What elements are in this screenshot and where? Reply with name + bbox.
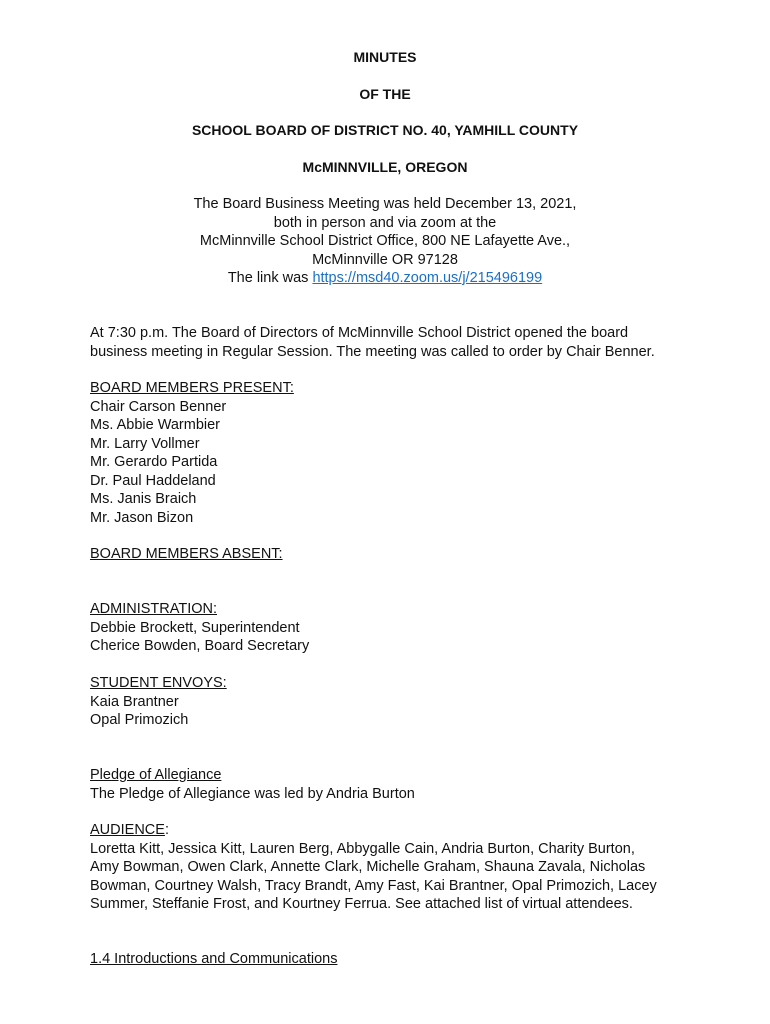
meeting-info-line: McMinnville School District Office, 800 NE Lafayette Ave., (199, 233, 571, 249)
member-name: Ms. Abbie Warmbier (90, 417, 220, 433)
members-absent-heading: BOARD MEMBERS ABSENT: (90, 546, 283, 562)
pledge-text: The Pledge of Allegiance was led by Andria Burton (90, 785, 415, 802)
audience-line: Bowman, Courtney Walsh, Tracy Brandt, Amy Fast, Kai Brantner, Opal Primozich, Lacey (90, 877, 657, 894)
opening-paragraph (90, 324, 730, 361)
title-location: McMINNVILLE, OREGON (302, 159, 468, 175)
audience-section (90, 821, 730, 914)
section-heading: 1.4 Introductions and Communications (90, 951, 338, 967)
envoy-name: Kaia Brantner (90, 693, 179, 710)
paragraph-line: business meeting in Regular Session. The meeting was called to order by Chair Benner. (90, 343, 655, 360)
meeting-link-line (0, 269, 770, 288)
pledge-section (90, 766, 730, 803)
student-envoys-heading: STUDENT ENVOYS: (90, 675, 227, 691)
members-present-heading: BOARD MEMBERS PRESENT: (90, 380, 294, 396)
admin-name: Debbie Brockett, Superintendent (90, 619, 300, 636)
member-name: Mr. Gerardo Partida (90, 454, 218, 470)
member-name: Mr. Larry Vollmer (90, 435, 200, 452)
members-present-section (90, 379, 730, 527)
audience-heading-line (90, 821, 730, 840)
zoom-link[interactable]: https://msd40.zoom.us/j/215496199 (312, 270, 543, 286)
paragraph-line: At 7:30 p.m. The Board of Directors of McMinnville School District opened the board (90, 325, 629, 341)
envoy-name: Opal Primozich (90, 712, 189, 728)
audience-line: Loretta Kitt, Jessica Kitt, Lauren Berg, Abbygalle Cain, Andria Burton, Charity Burton, (90, 840, 635, 857)
member-name: Mr. Jason Bizon (90, 509, 194, 526)
title-minutes: MINUTES (353, 49, 417, 65)
title-school-board: SCHOOL BOARD OF DISTRICT NO. 40, YAMHILL COUNTY (191, 122, 579, 138)
meeting-info-line: both in person and via zoom at the (273, 214, 497, 231)
audience-line: Summer, Steffanie Frost, and Kourtney Ferrua. See attached list of virtual attendees. (90, 896, 633, 912)
administration-section (90, 600, 730, 656)
audience-colon: : (164, 822, 169, 838)
audience-heading: AUDIENCE (90, 822, 165, 838)
link-prefix: The link was (227, 270, 313, 286)
title-of-the: OF THE (359, 86, 411, 102)
member-name: Chair Carson Benner (90, 398, 227, 415)
audience-line: Amy Bowman, Owen Clark, Annette Clark, Michelle Graham, Shauna Zavala, Nicholas (90, 859, 646, 875)
administration-heading: ADMINISTRATION: (90, 601, 218, 617)
section-introductions (90, 950, 730, 969)
pledge-heading: Pledge of Allegiance (90, 767, 222, 783)
meeting-info (0, 195, 770, 288)
meeting-info-line: The Board Business Meeting was held December 13, 2021, (193, 196, 577, 212)
members-absent-section (90, 545, 730, 564)
member-name: Ms. Janis Braich (90, 491, 197, 507)
admin-name: Cherice Bowden, Board Secretary (90, 638, 310, 654)
member-name: Dr. Paul Haddeland (90, 472, 216, 489)
meeting-info-line: McMinnville OR 97128 (312, 251, 458, 268)
student-envoys-section (90, 674, 730, 730)
